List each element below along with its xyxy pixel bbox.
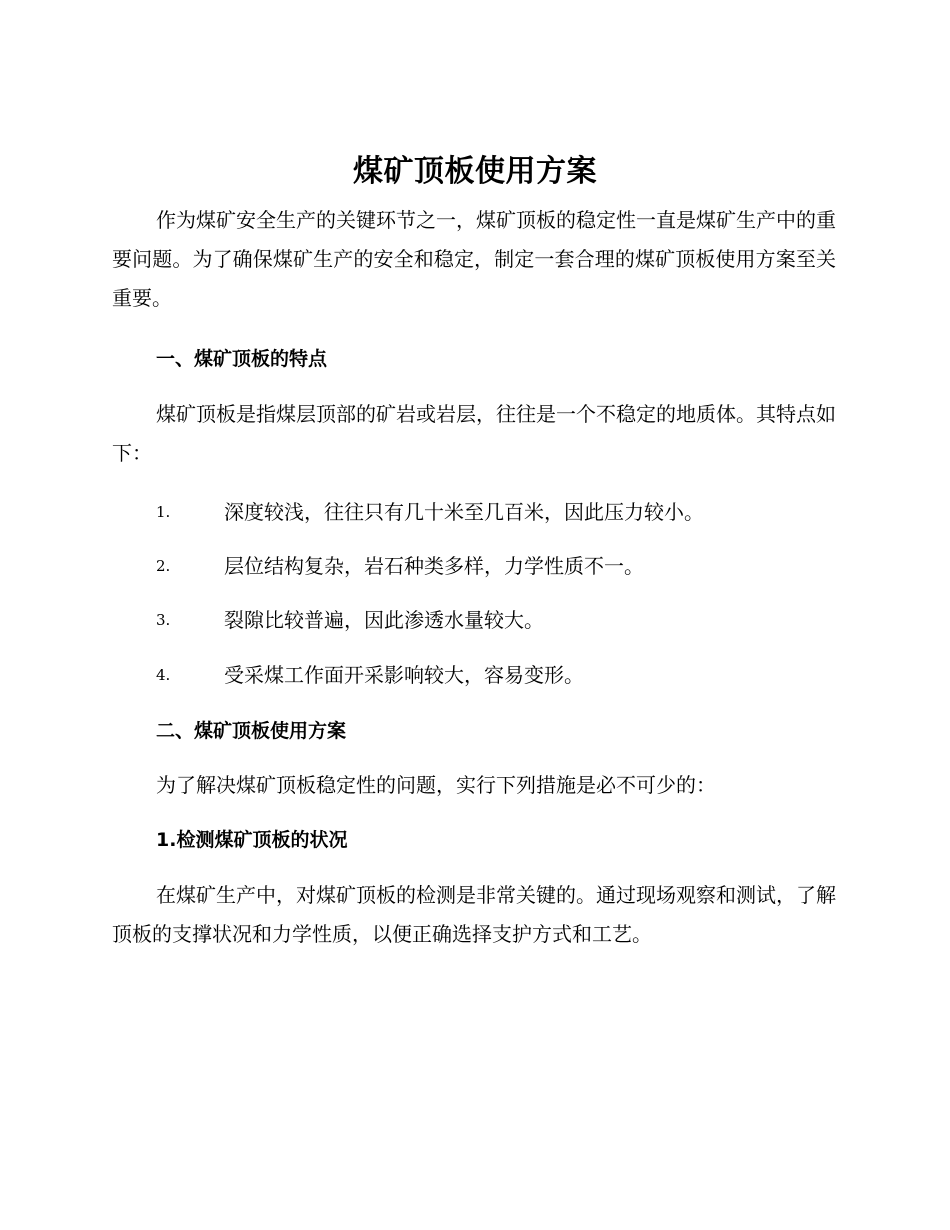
intro-paragraph: 作为煤矿安全生产的关键环节之一，煤矿顶板的稳定性一直是煤矿生产中的重要问题。为了确保煤矿生产的安全和稳定，制定一套合理的煤矿顶板使用方案至关重要。	[112, 208, 836, 310]
list-item-number: 3.	[156, 611, 171, 629]
list-item-number: 1.	[156, 503, 171, 521]
section-2-paragraph: 为了解决煤矿顶板稳定性的问题，实行下列措施是必不可少的：	[156, 773, 716, 797]
list-item	[156, 497, 836, 527]
list-item-text: 受采煤工作面开采影响较大，容易变形。	[224, 663, 584, 687]
document-title: 煤矿顶板使用方案	[353, 154, 597, 189]
list-item	[156, 551, 836, 581]
list-item	[156, 605, 836, 635]
list-item-text: 深度较浅，往往只有几十米至几百米，因此压力较小。	[224, 500, 704, 524]
subsection-paragraph: 在煤矿生产中，对煤矿顶板的检测是非常关键的。通过现场观察和测试，了解顶板的支撑状况和力学性质，以便正确选择支护方式和工艺。	[112, 883, 836, 946]
section-2-heading: 二、煤矿顶板使用方案	[156, 720, 347, 742]
list-item-number: 4.	[156, 666, 171, 684]
section-1-paragraph: 煤矿顶板是指煤层顶部的矿岩或岩层，往往是一个不稳定的地质体。其特点如下：	[112, 402, 836, 465]
list-item-text: 裂隙比较普遍，因此渗透水量较大。	[224, 608, 544, 632]
subsection-heading: 1.检测煤矿顶板的状况	[156, 829, 348, 851]
list-item-text: 层位结构复杂，岩石种类多样，力学性质不一。	[224, 554, 644, 578]
list-item-number: 2.	[156, 557, 171, 575]
list-item	[156, 660, 836, 690]
section-1-heading: 一、煤矿顶板的特点	[156, 348, 328, 370]
